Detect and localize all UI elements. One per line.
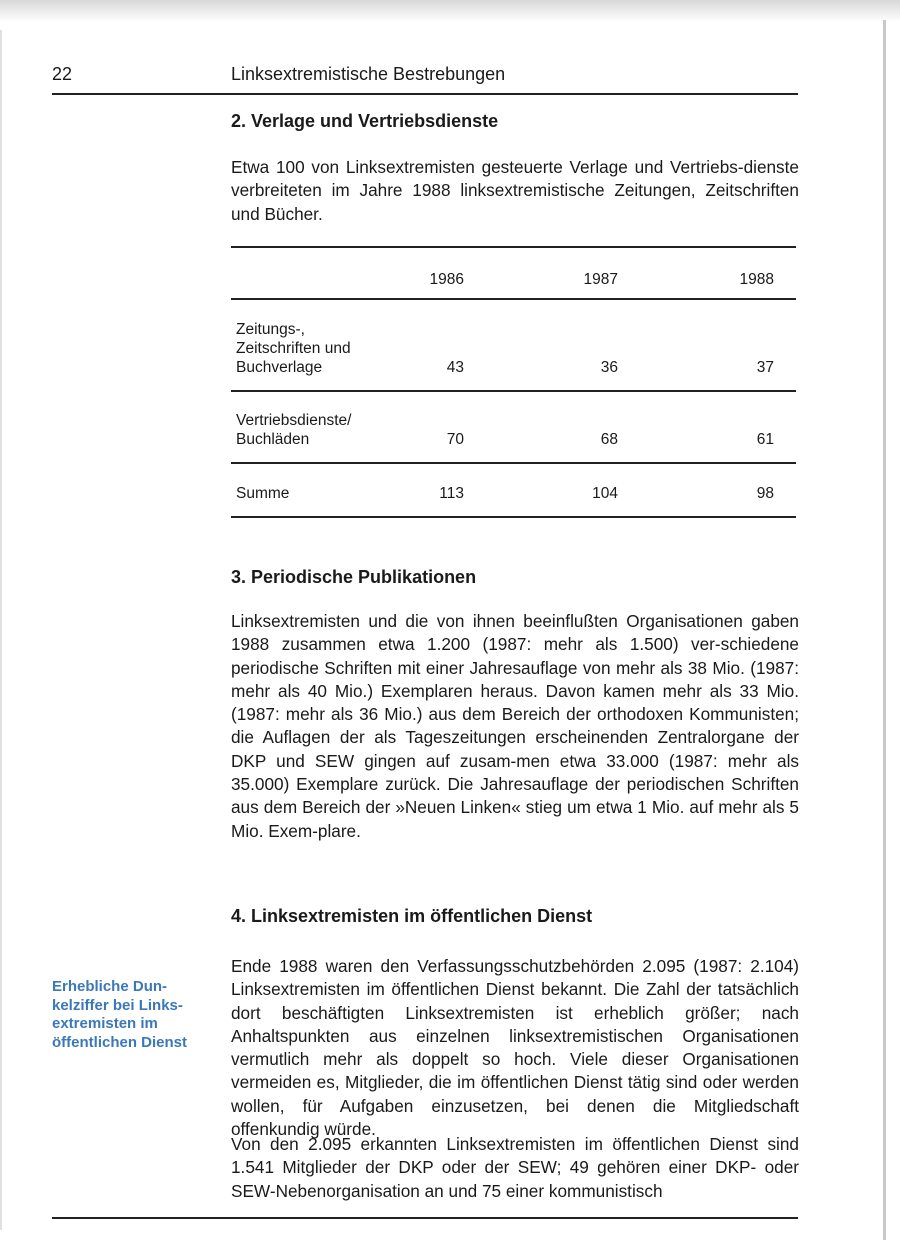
- table-cell-value: 70: [446, 431, 464, 448]
- table-row-label: Buchläden: [236, 431, 310, 448]
- table-cell-value: 43: [446, 359, 464, 376]
- scan-top-shadow: [0, 0, 900, 22]
- table-top-rule: [231, 246, 796, 248]
- table-header-year: 1987: [583, 271, 618, 288]
- table-row-rule: [231, 390, 796, 392]
- table-cell-value: 61: [756, 431, 774, 448]
- section-4-paragraph: Ende 1988 waren den Verfassungsschutzbehörden 2.095 (1987: 2.104) Linksextremisten im öffentlichen Dienst bekannt. Die Zahl der tatsächlich dort beschäftigten Linksextremisten ist erheblich größer; nach Anhaltspunkten aus einzelnen linksextremistischen Organisationen vermutlich mehr als doppelt so hoch. Viele dieser Organisationen vermeiden es, Mitglieder, die im öffentlichen Dienst tätig sind oder werden wollen, für Aufgaben einzusetzen, bei denen die Mitgliedschaft offenkundig würde.: [231, 956, 799, 1140]
- table-cell-value: 104: [592, 485, 618, 502]
- table-bottom-rule: [231, 516, 796, 518]
- section-4-heading: 4. Linksextremisten im öffentlichen Dienst: [231, 906, 593, 926]
- margin-note: Erhebliche Dun-kelziffer bei Links-extremisten im öffentlichen Dienst: [52, 978, 188, 1051]
- running-title: Linksextremistische Bestrebungen: [231, 64, 506, 84]
- scan-left-edge: [0, 30, 2, 1230]
- table-cell-value: 113: [439, 485, 464, 502]
- table-cell-value: 37: [756, 359, 774, 376]
- table-row-label: Zeitschriften und: [236, 340, 351, 357]
- page-number: 22: [52, 64, 73, 84]
- scan-right-edge: [883, 20, 886, 1240]
- table-row-label: Buchverlage: [236, 359, 323, 376]
- section-2-heading: 2. Verlage und Vertriebsdienste: [231, 111, 499, 131]
- table-header-year: 1986: [429, 271, 464, 288]
- section-3-paragraph: Linksextremisten und die von ihnen beeinflußten Organisationen gaben 1988 zusammen etwa 1.200 (1987: mehr als 1.500) ver-schiedene periodische Schriften mit einer Jahresauflage von mehr als 38 Mio. (1987: mehr als 40 Mio.) Exemplaren heraus. Davon kamen mehr als 33 Mio. (1987: mehr als 36 Mio.) aus dem Bereich der orthodoxen Kommunisten; die Auflagen der als Tageszeitungen erscheinenden Zentralorgane der DKP und SEW gingen auf zusam-men etwa 33.000 (1987: mehr als 35.000) Exemplare zurück. Die Jahresauflage der periodischen Schriften aus dem Bereich der »Neuen Linken« stieg um etwa 1 Mio. auf mehr als 5 Mio. Exem-plare.: [231, 611, 799, 841]
- table-row-label: Zeitungs-,: [236, 321, 305, 338]
- table-cell-value: 98: [756, 485, 774, 502]
- table-cell-value: 68: [600, 431, 618, 448]
- table-header-year: 1988: [739, 271, 774, 288]
- table-sum-rule: [231, 462, 796, 464]
- section-2-paragraph: Etwa 100 von Linksextremisten gesteuerte Verlage und Vertriebs-dienste verbreiteten im Jahre 1988 linksextremistische Zeitungen, Zeitschriften und Bücher.: [231, 157, 799, 224]
- table-header-rule: [231, 298, 796, 300]
- footer-rule: [52, 1217, 798, 1219]
- table-cell-value: 36: [600, 359, 618, 376]
- section-4-paragraph: Von den 2.095 erkannten Linksextremisten im öffentlichen Dienst sind 1.541 Mitglieder der DKP oder der SEW; 49 gehören einer DKP- oder SEW-Nebenorganisation an und 75 einer kommunistisch: [231, 1134, 799, 1201]
- header-rule: [52, 93, 798, 95]
- table-row-label: Summe: [236, 485, 290, 502]
- section-3-heading: 3. Periodische Publikationen: [231, 567, 477, 587]
- table-row-label: Vertriebsdienste/: [236, 412, 352, 429]
